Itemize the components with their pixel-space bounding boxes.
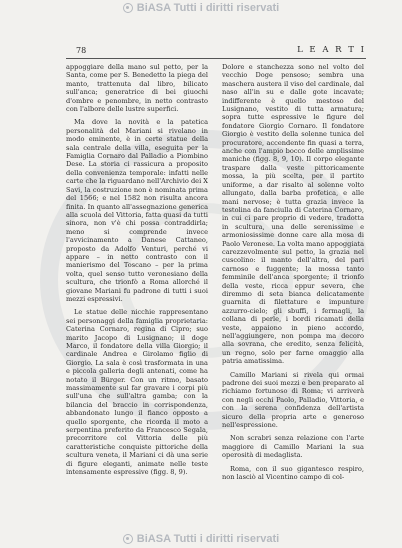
paragraph: Le statue delle nicchie rappresentano sei personaggi della famiglia proprietaria: Caterina Cornaro, regina di Cipro; suo marito Jacopo di Lusignano; il doge Marco, il fondatore della villa Giorgio; il cardinale Andrea e Girolamo figlio di Giorgio. La sala è così trasformata in una e piccola galleria degli antenati, come ha notato il Bürger. Con un ritmo, basato massimamente sul far gravare i corpi più sull'una che sull'altra gamba; con la bilancia del braccio in corrispondenza, abbandonato lungo il fianco opposto a quello sporgente, che ricorda il moto a serpentina preferito da Francesco Segala, precorritore col Vittoria delle più caratteristiche conquiste pittoriche della scultura veneta, il Mariani ci dà una serie di figure eleganti, animate nelle teste intensamente espressive (figg. 8, 9). — [66, 308, 208, 477]
page-number: 78 — [76, 46, 87, 55]
left-column — [66, 63, 208, 482]
watermark-top-text: BiASA Tutti i diritti riservati — [136, 2, 280, 14]
watermark-bottom — [0, 532, 402, 546]
paragraph: Non scrabri senza relazione con l'arte maggiore di Camillo Mariani la sua operosità di medaglista. — [222, 434, 364, 460]
header-rule — [66, 58, 366, 59]
watermark-bottom-text: BiASA Tutti i diritti riservati — [136, 533, 280, 545]
watermark-logo-icon — [123, 534, 133, 544]
journal-title: L E A R T I — [297, 45, 366, 55]
watermark-logo-icon — [123, 3, 133, 13]
paragraph: Roma, con il suo gigantesco respiro, non lasciò al Vicentino campo di col- — [222, 464, 364, 482]
paragraph: Camillo Mariani si rivela qui ormai padrone dei suoi mezzi e ben preparato al richiamo fortunoso di Roma; vi arriverà con negli occhi Paolo, Palladio, Vittoria, e con la serena confidenza dell'artista sicuro della propria arte e generoso nell'espressione. — [222, 370, 364, 430]
paragraph: appoggiare della mano sul petto, per la Santa, come per S. Benedetto la piega del manto, trattenuta dal libro, bilicato sull'anca; generatrice di bei giuochi d'ombre e penombre, in netto contrasto con l'albore delle lustre superfici. — [66, 63, 208, 114]
watermark-top — [0, 1, 402, 15]
page-header — [66, 44, 366, 58]
paragraph: Dolore e stanchezza sono nel volto del vecchio Doge pensoso; sembra una maschera austera il viso del cardinale, dal naso all'in su e dalle gote incavate; indifferente è quello mestoso del Lusignano, vestito di tutta armatura; sopra tutte espressive le figure del fondatore Giorgio Cornaro. Il fondatore Giorgio è vestito della solenne tunica del procuratore, accendente fin quasi a terra, anche con l'ampio bocco delle amplissime maniche (figg. 8, 9, 10). Il corpo elegante traspare dalla veste pittoricamente mossa, la più scelta, per il partito uniforme, a dar risalto al solenne volto allungato, dalla barba profetica, e alle mani nervose; è tutta grazia invece la testolina da fanciulla di Caterina Cornaro, in cui ci pare proprio di vedere, tradotta in scultura, una delle serenissime e armoniosissime donne care alla mosa di Paolo Veronese. La volta mano appoggiata carezzevolmente sul petto, la grazia nel cuscolino: il manto dell'altra, del pari carnoso e fuggente; la mossa tanto femminile dell'anca sporgente; il trionfo della veste, ricca eppur severa, che diremmo di seta bianca delicatamente guarnita di filettature e impunture azzurro-cielo; gli sbuffi, i fermagli, la collana di perle, i bordi ricamati della veste, appaiono in pieno accordo, nell'aggiungere, non pompa ma decoro alla sovrana, che eredito, senza felicità, un regno, solo per farne omaggio alla patria amatissima. — [222, 63, 364, 366]
paragraph: Ma dove la novità e la patetica personalità del Mariani si rivelano in modo eminente, è in certe statue della sala centrale della villa, eseguita per la Famiglia Cornaro dal Palladio a Piombino Dese. La storia ci rassicura a proposito della convenienza temporale: infatti nelle carte che la riguardano nell'Archivio dei X Savi, la costruzione non è nominata prima del 1566; e nel 1582 non risulta ancora finita. In quanto all'assegnazione generica alla scuola del Vittoria, fatta quasi da tutti sinora, non v'è chi possa contraddirla; meno si comprende invece l'avvicinamento a Danese Cattaneo, proposto da Adolfo Venturi, perché vi appare – in netto contrasto con il manierismo del Toscano – per la prima volta, quel senso tutto veronesiano della scultura, che trionfò a Roma allorché il giovane Mariani fu padrone di tutti i suoi mezzi espressivi. — [66, 118, 208, 303]
right-column — [222, 63, 364, 487]
